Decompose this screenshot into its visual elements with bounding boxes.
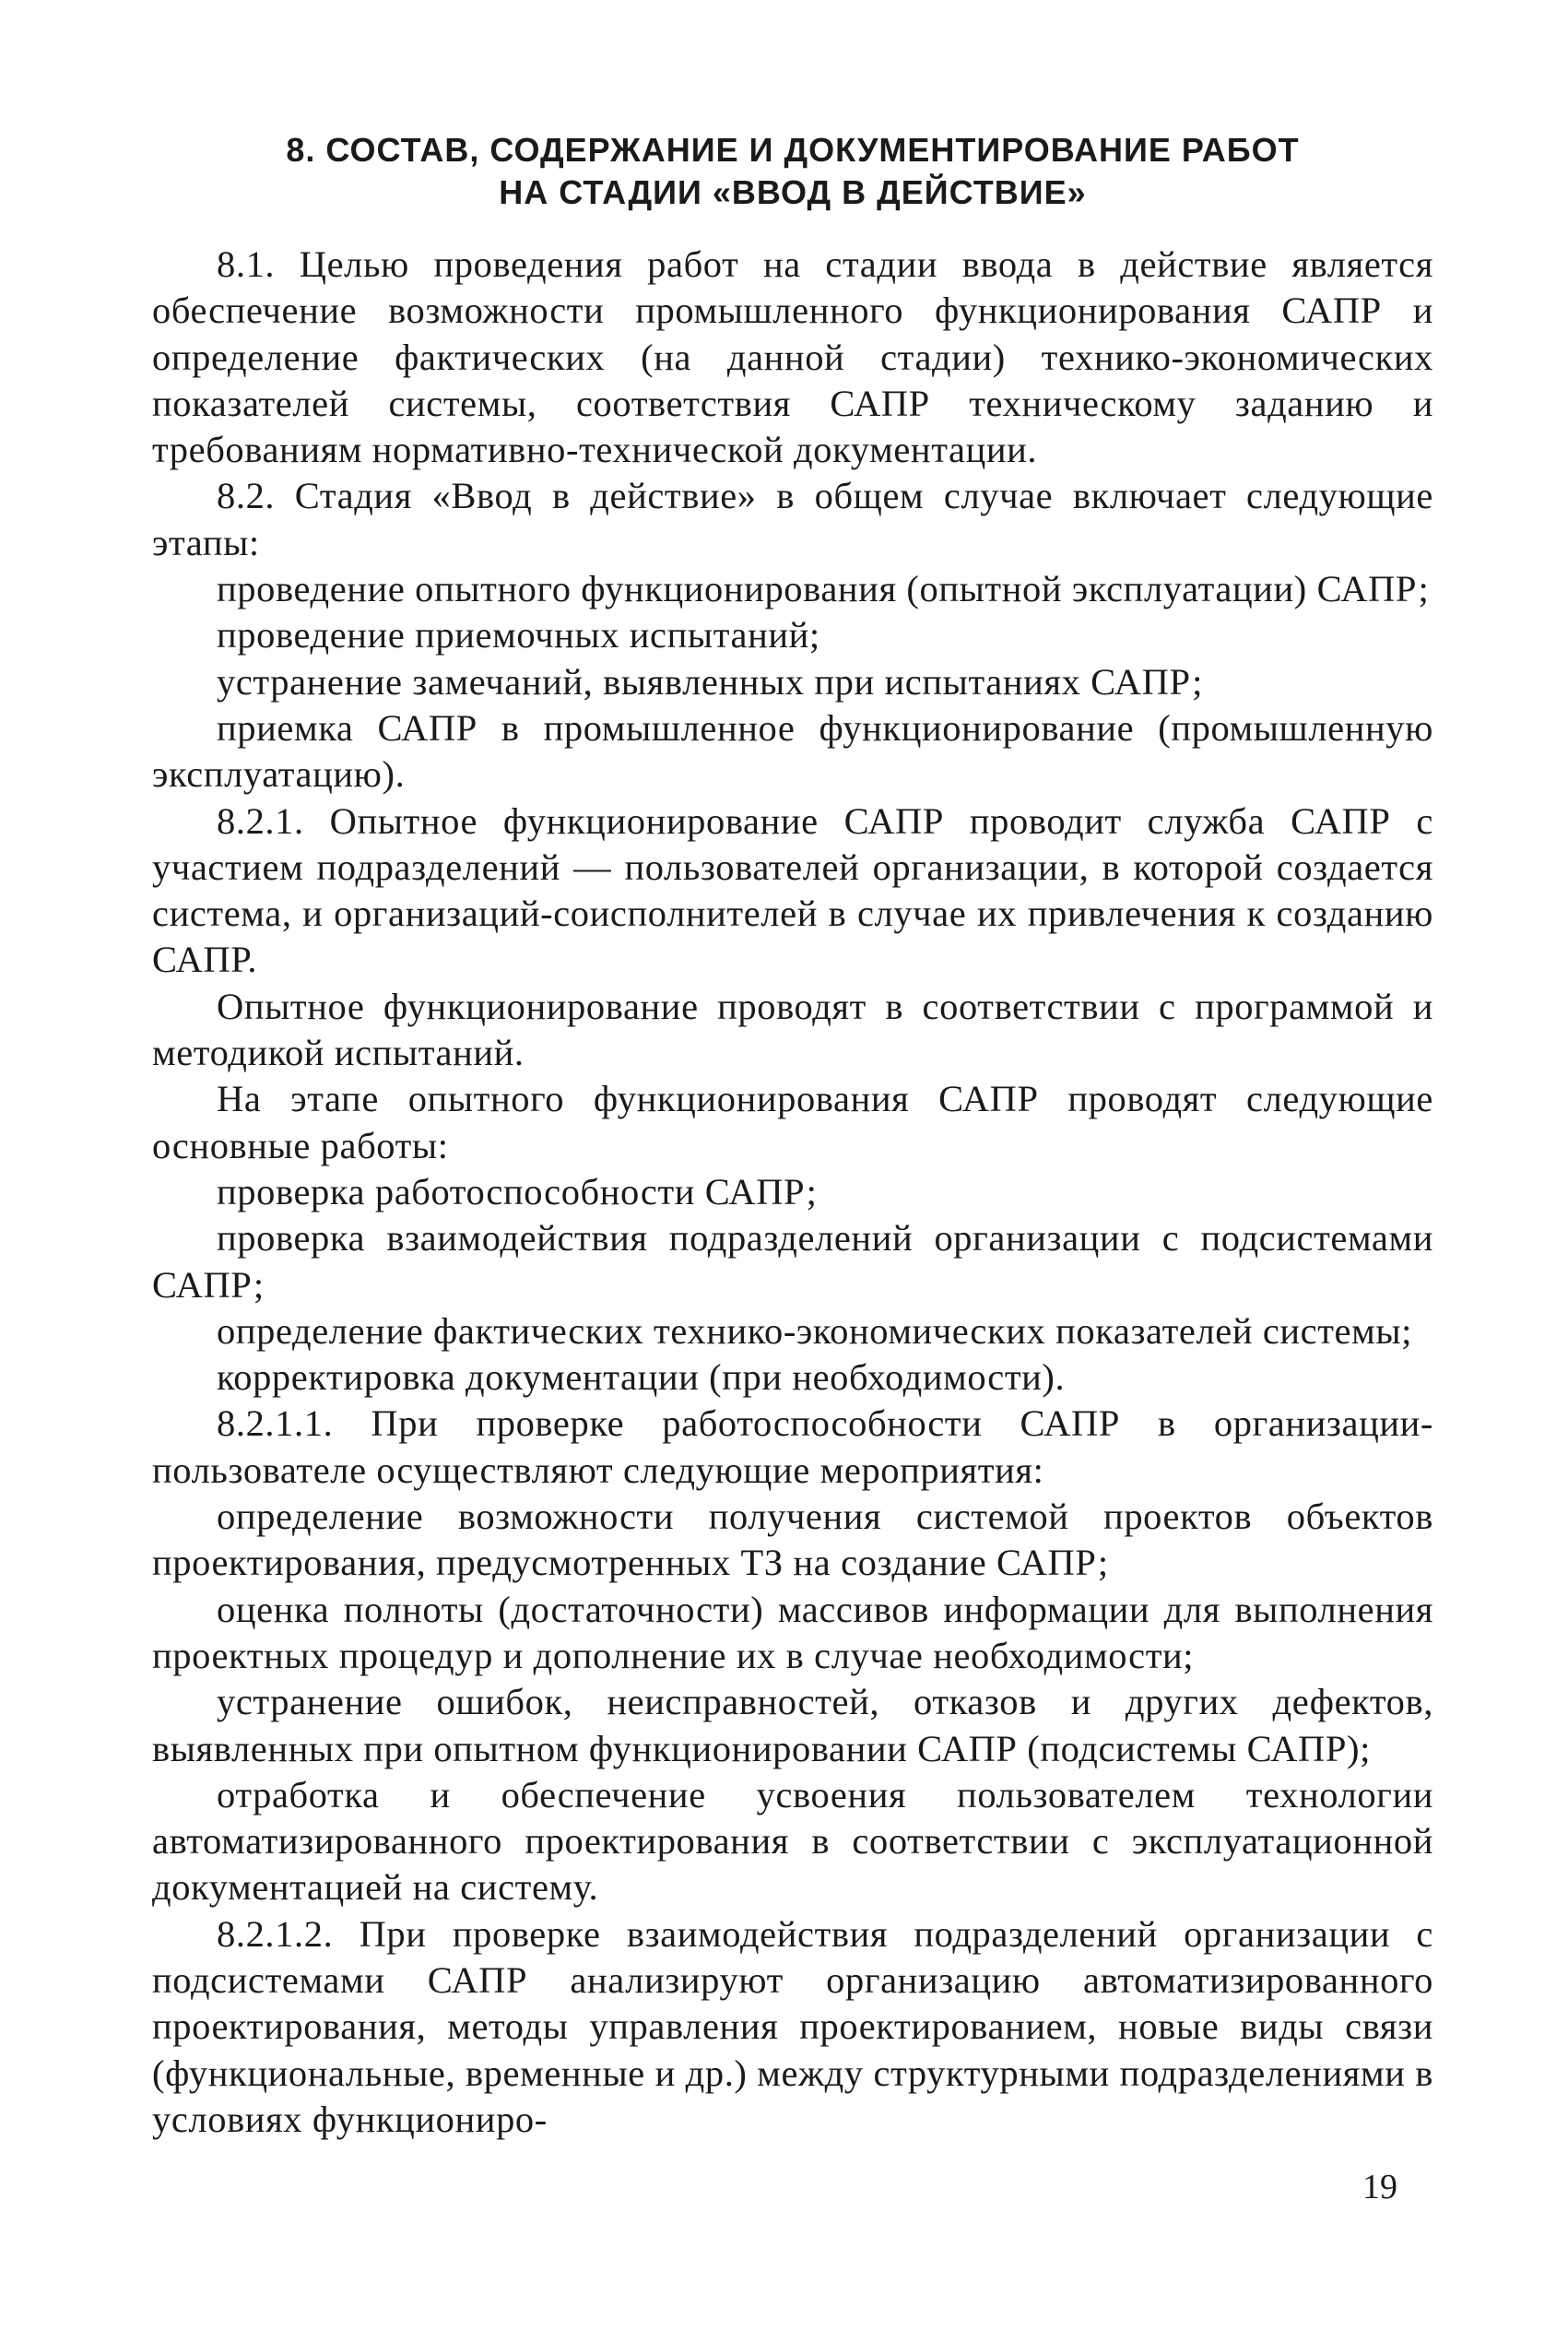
list-item: определение фактических технико-экономических показателей системы; <box>217 1309 1413 1352</box>
list-item: оценка полноты (достаточности) массивов информации для выполнения проектных процедур и дополнение их в случае необходимости; <box>152 1588 1433 1676</box>
list-item: корректировка документации (при необходимости). <box>217 1356 1066 1399</box>
paragraph-8-2-1-2: 8.2.1.2. При проверке взаимодействия подразделений организации с подсистемами САПР анализируют организацию автоматизированного проектирования, методы управления проектированием, новые виды связи (функциональные, временные и др.) между структурными подразделениями в условиях функциониро- <box>152 1912 1433 2140</box>
paragraph-8-2-1: 8.2.1. Опытное функционирование САПР проводит служба САПР с участием подразделений — пользователей организации, в которой создается система, и организаций-соисполнителей в случае их привлечения к созданию САПР. <box>152 799 1433 981</box>
list-item: проведение опытного функционирования (опытной эксплуатации) САПР; <box>217 568 1430 610</box>
list-item: приемка САПР в промышленное функционирование (промышленную эксплуатацию). <box>152 706 1433 796</box>
section-heading <box>152 129 1433 214</box>
section-heading-line-2: НА СТАДИИ «ВВОД В ДЕЙСТВИЕ» <box>499 173 1087 211</box>
list-item: проведение приемочных испытаний; <box>217 614 820 656</box>
paragraph: На этапе опытного функционирования САПР проводят следующие основные работы: <box>152 1078 1433 1166</box>
list-item: устранение ошибок, неисправностей, отказов и других дефектов, выявленных при опытном функционировании САПР (подсистемы САПР); <box>152 1681 1433 1769</box>
list-item: проверка взаимодействия подразделений организации с подсистемами САПР; <box>152 1217 1433 1306</box>
list-item: устранение замечаний, выявленных при испытаниях САПР; <box>217 660 1203 703</box>
paragraph-8-2: 8.2. Стадия «Ввод в действие» в общем случае включает следующие этапы: <box>152 475 1433 563</box>
list-item: определение возможности получения системой проектов объектов проектирования, предусмотренных ТЗ на создание САПР; <box>152 1496 1433 1584</box>
paragraph-8-1: 8.1. Целью проведения работ на стадии ввода в действие является обеспечение возможности промышленного функционирования САПР и определение фактических (на данной стадии) технико-экономических показателей системы, соответствия САПР техническому заданию и требованиям нормативно-технической документации. <box>152 243 1433 471</box>
paragraph-8-2-1-1: 8.2.1.1. При проверке работоспособности САПР в организации-пользователе осуществляют следующие мероприятия: <box>152 1402 1433 1491</box>
page-number: 19 <box>1362 2168 1397 2206</box>
list-item: отработка и обеспечение усвоения пользователем технологии автоматизированного проектирования в соответствии с эксплуатационной документацией на систему. <box>152 1773 1433 1909</box>
paragraph: Опытное функционирование проводят в соответствии с программой и методикой испытаний. <box>152 985 1433 1074</box>
page-body <box>152 129 1433 2143</box>
list-item: проверка работоспособности САПР; <box>217 1170 818 1212</box>
section-heading-line-1: 8. СОСТАВ, СОДЕРЖАНИЕ И ДОКУМЕНТИРОВАНИЕ РАБОТ <box>286 131 1300 169</box>
